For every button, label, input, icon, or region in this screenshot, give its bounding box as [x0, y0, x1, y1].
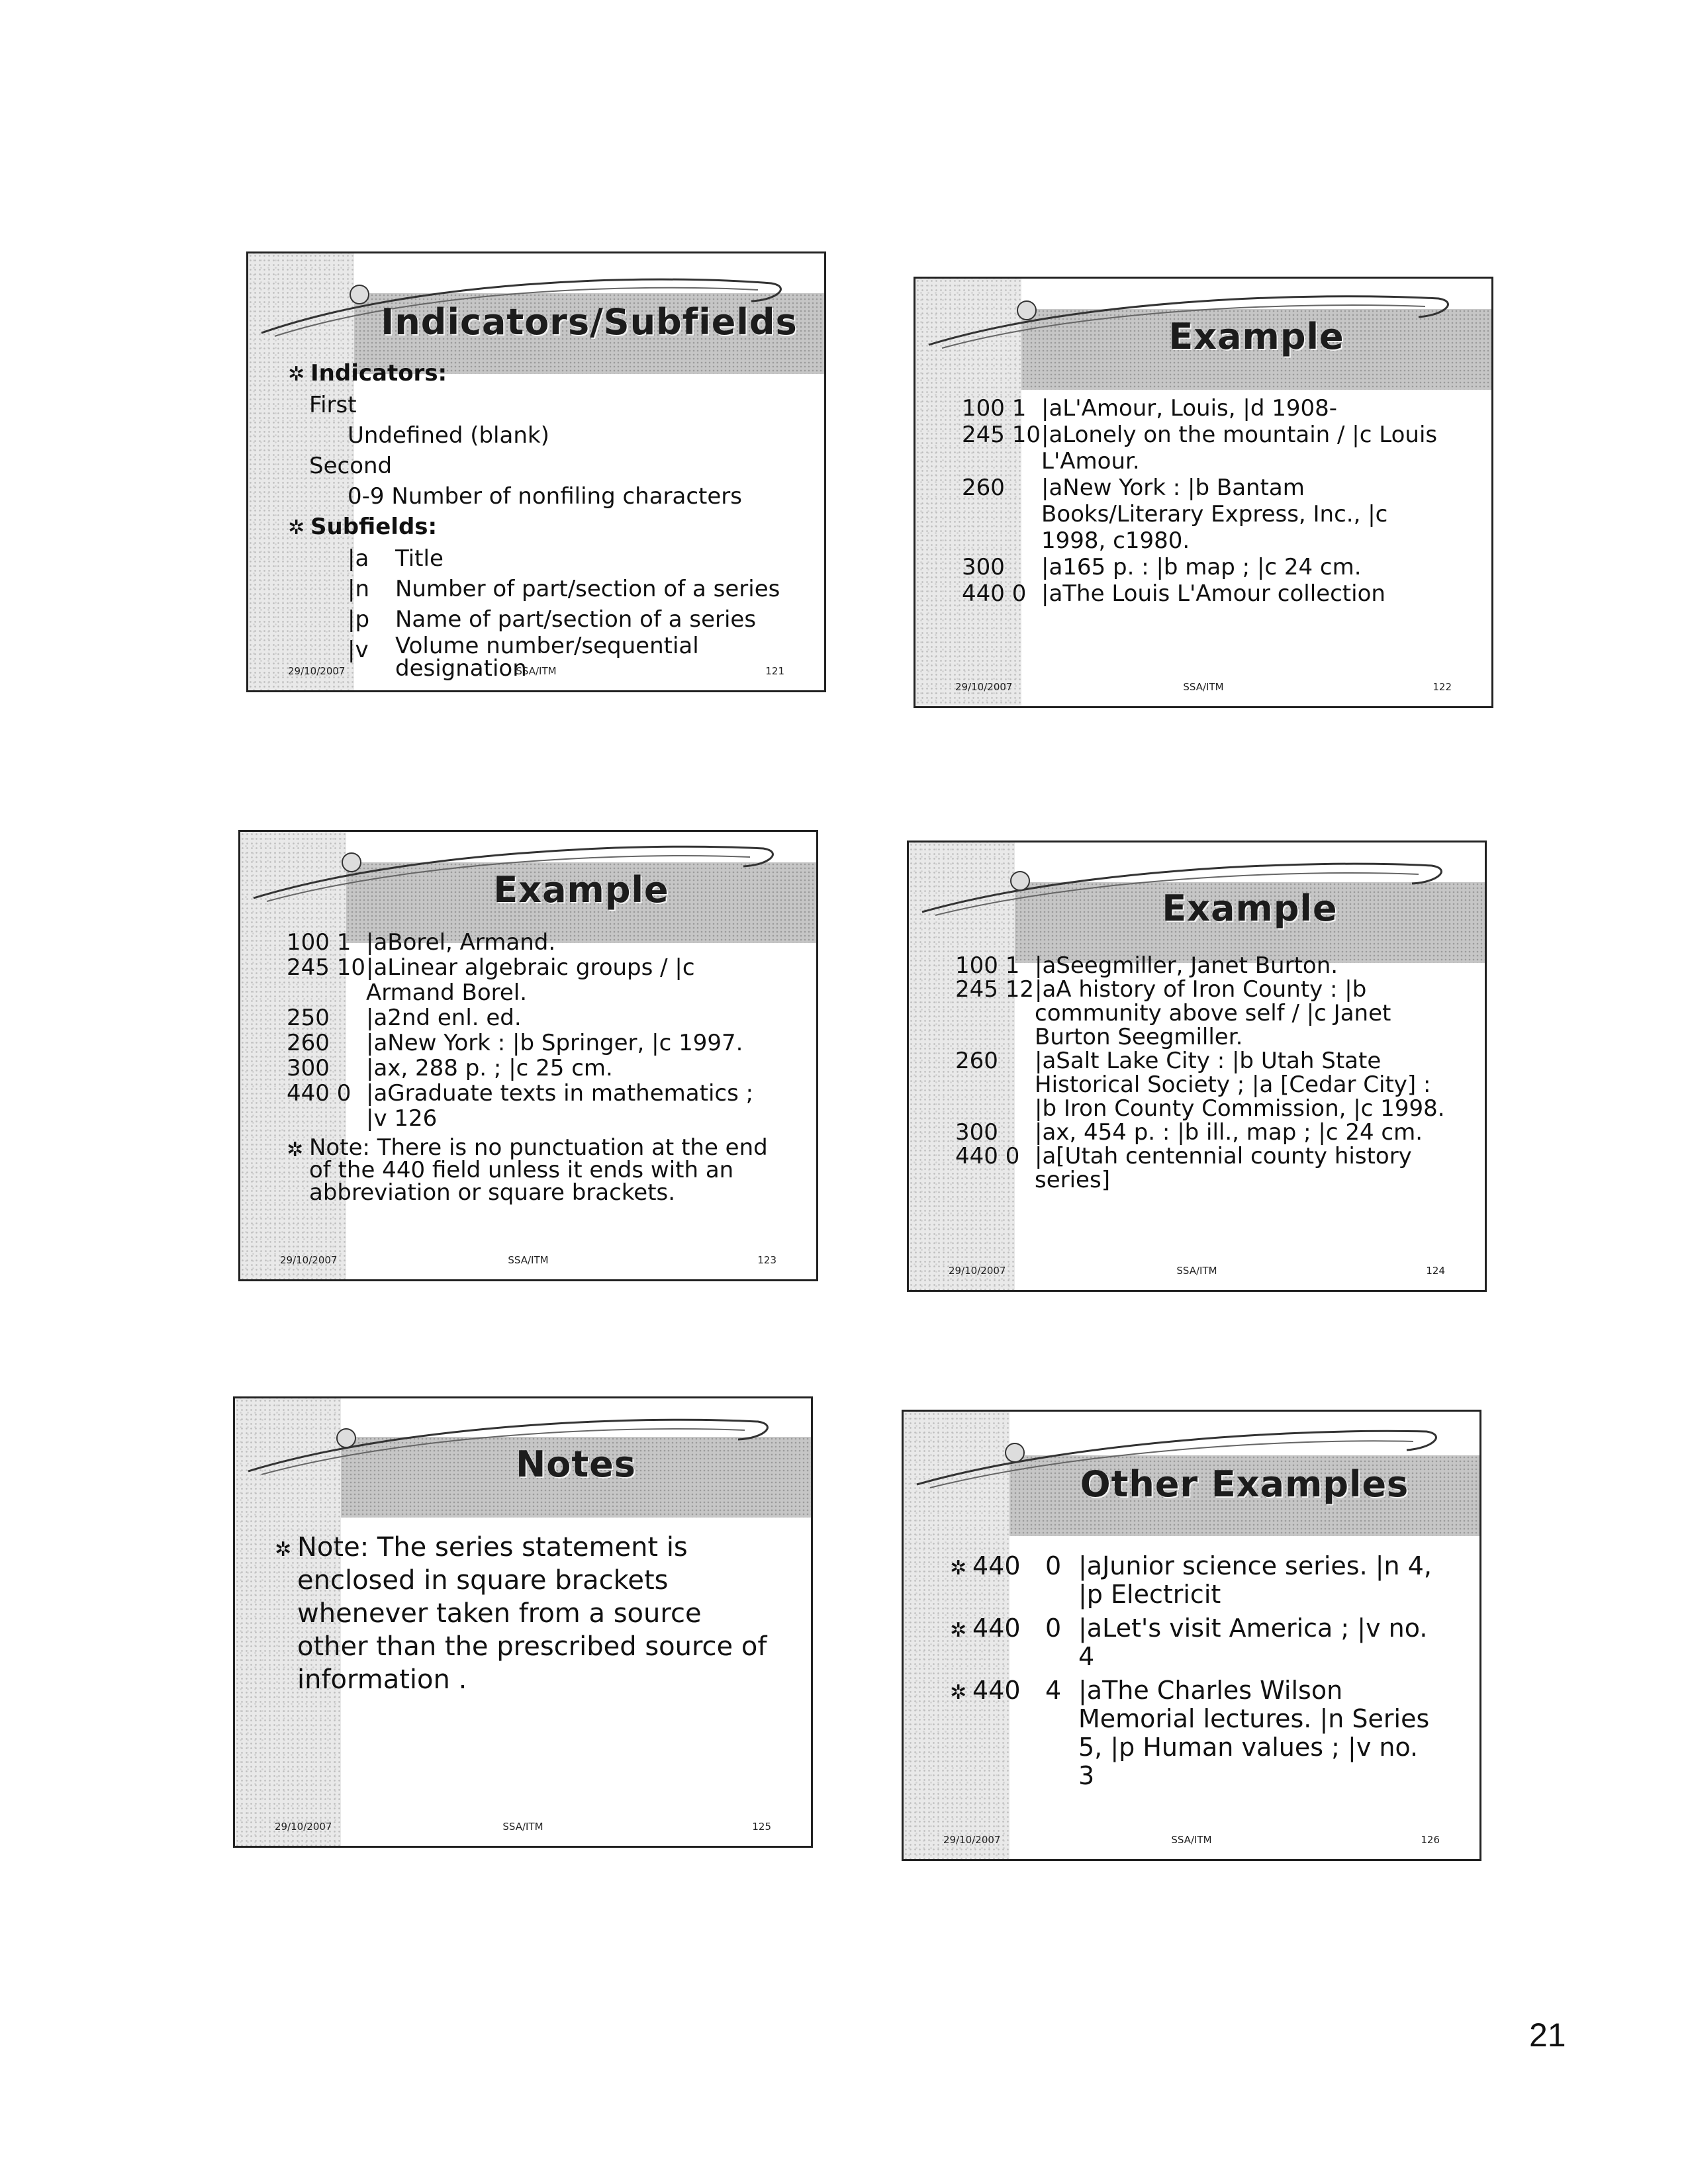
slide-body — [287, 930, 796, 1204]
bullet-icon: ✲ — [288, 516, 305, 539]
slide-124 — [907, 841, 1487, 1292]
slide-title: Example — [1162, 887, 1338, 929]
marc-field-row: 260 |aSalt Lake City : |b Utah State Historical Society ; |a [Cedar City] : |b Iron County Commission, |c 1998. — [955, 1048, 1445, 1122]
note-row: ✲ Note: There is no punctuation at the end of the 440 field unless it ends with an abbreviation or square brackets. — [287, 1134, 768, 1206]
marc-field-row: 300 |ax, 454 p. : |b ill., map ; |c 24 cm. — [955, 1119, 1423, 1146]
slide-123 — [238, 830, 818, 1281]
marc-field-row: ✲ 440 0 |aJunior science series. |n 4, |p Electricit — [950, 1551, 1432, 1609]
subfields-label: Subfields: — [310, 514, 438, 540]
bullet-icon: ✲ — [287, 1138, 304, 1161]
slide-title: Other Examples — [1080, 1463, 1409, 1505]
slide-body — [955, 954, 1465, 1192]
marc-field-row: 100 1 |aSeegmiller, Janet Burton. — [955, 952, 1338, 979]
marc-field-row: 245 12|aA history of Iron County : |b community above self / |c Janet Burton Seegmiller. — [955, 976, 1391, 1050]
marc-field-row: 250 |a2nd enl. ed. — [287, 1005, 522, 1031]
bullet-icon: ✲ — [950, 1681, 967, 1704]
bullet-icon: ✲ — [950, 1557, 967, 1580]
slide-126 — [902, 1410, 1481, 1861]
second-label: Second — [309, 453, 393, 479]
slide-footer: 29/10/2007 SSA/ITM 123 — [280, 1254, 776, 1266]
marc-field-row: 300 |ax, 288 p. ; |c 25 cm. — [287, 1055, 613, 1081]
slide-footer: 29/10/2007 SSA/ITM 124 — [949, 1265, 1445, 1277]
slide-122 — [914, 277, 1493, 708]
second-value: 0-9 Number of nonfiling characters — [348, 483, 742, 510]
page-number: 21 — [1529, 2017, 1566, 2054]
marc-field-row: 260 |aNew York : |b Bantam Books/Literary Express, Inc., |c 1998, c1980. — [962, 475, 1388, 554]
slide-121 — [246, 251, 826, 692]
marc-field-row: 100 1 |aBorel, Armand. — [287, 929, 556, 956]
subfield-row: |a Title — [348, 545, 444, 572]
subfield-row: |v Volume number/sequential designation — [348, 633, 699, 682]
first-value: Undefined (blank) — [348, 422, 549, 449]
marc-field-row: 440 0 |a[Utah centennial county history series] — [955, 1143, 1412, 1193]
marc-field-row: 245 10|aLonely on the mountain / |c Louis L'Amour. — [962, 422, 1438, 475]
marc-field-row: ✲ 440 4 |aThe Charles Wilson Memorial lectures. |n Series 5, |p Human values ; |v no. 3 — [950, 1676, 1430, 1790]
slide-body — [288, 358, 804, 680]
marc-field-row: 300 |a165 p. : |b map ; |c 24 cm. — [962, 554, 1362, 580]
slide-footer: 29/10/2007 SSA/ITM 126 — [943, 1834, 1440, 1846]
slide-title: Notes — [516, 1443, 636, 1485]
slide-125 — [233, 1396, 813, 1848]
bullet-icon: ✲ — [275, 1538, 292, 1561]
slide-footer: 29/10/2007 SSA/ITM 121 — [288, 665, 784, 677]
slide-title: Indicators/Subfields — [381, 301, 798, 343]
slide-body — [275, 1531, 791, 1696]
slide-title: Example — [493, 869, 669, 911]
indicators-label: Indicators: — [310, 360, 447, 387]
slide-footer: 29/10/2007 SSA/ITM 122 — [955, 681, 1452, 693]
slide-footer: 29/10/2007 SSA/ITM 125 — [275, 1821, 771, 1833]
marc-field-row: ✲ 440 0 |aLet's visit America ; |v no. 4 — [950, 1614, 1428, 1671]
slide-title: Example — [1168, 316, 1344, 357]
bullet-icon: ✲ — [950, 1619, 967, 1642]
slide-body — [962, 395, 1472, 607]
marc-field-row: 100 1 |aL'Amour, Louis, |d 1908- — [962, 395, 1338, 422]
note-row: ✲ Note: The series statement is enclosed in square brackets whenever taken from a source other than the prescribed source of information . — [275, 1532, 767, 1695]
slide-body — [950, 1552, 1460, 1790]
marc-field-row: 440 0 |aGraduate texts in mathematics ; |v 126 — [287, 1080, 754, 1132]
marc-field-row: 245 10|aLinear algebraic groups / |c Armand Borel. — [287, 954, 695, 1006]
bullet-icon: ✲ — [288, 363, 305, 386]
marc-field-row: 260 |aNew York : |b Springer, |c 1997. — [287, 1030, 743, 1056]
subfield-row: |n Number of part/section of a series — [348, 576, 780, 602]
subfield-row: |p Name of part/section of a series — [348, 606, 757, 633]
first-label: First — [309, 392, 357, 418]
marc-field-row: 440 0 |aThe Louis L'Amour collection — [962, 580, 1385, 607]
